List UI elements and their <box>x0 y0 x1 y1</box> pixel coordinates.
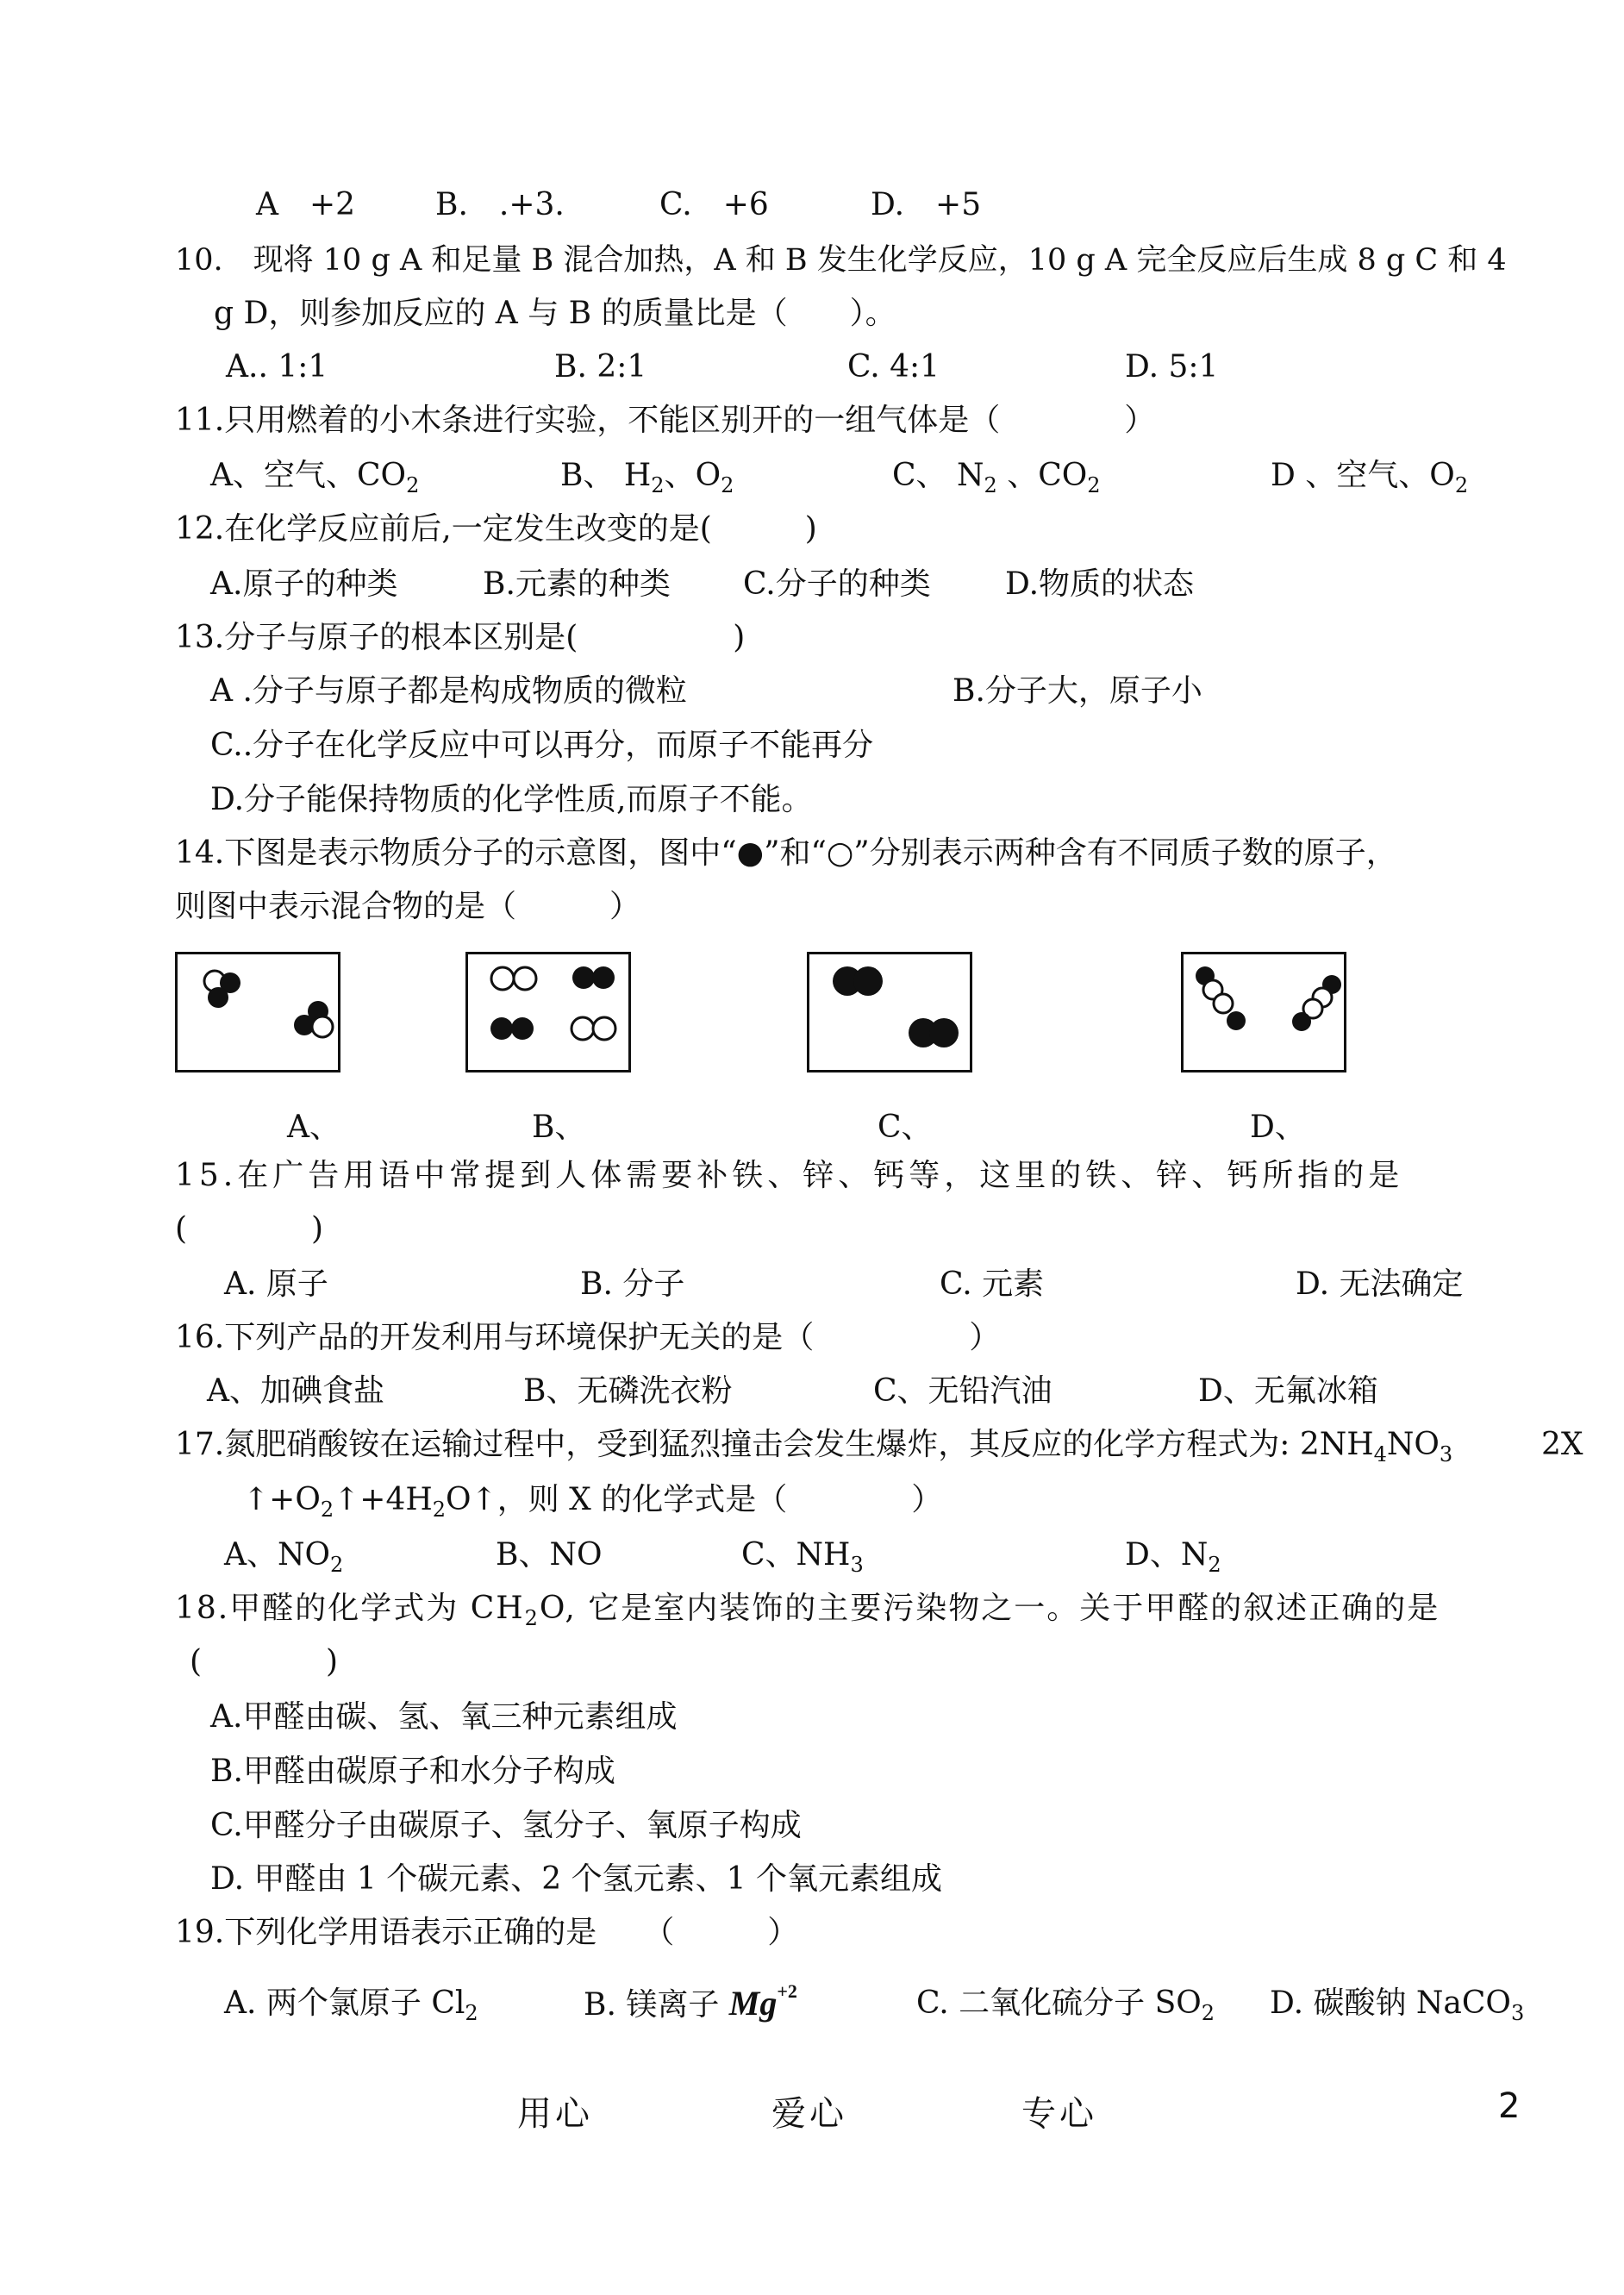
q13-option-b: B.分子大，原子小 <box>953 673 1202 709</box>
q18-line1: 18.甲醛的化学式为 $CH_2O$, 它是室内装饰的主要污染物之一。关于甲醛的叙述正确的是 <box>175 1591 1440 1630</box>
q18-option-d: D. 甲醛由 1 个碳元素、2 个氢元素、1 个氧元素组成 <box>210 1861 942 1897</box>
diagram-box-d <box>1181 952 1346 1072</box>
molecule-diagram-c <box>809 954 970 1070</box>
q13-option-a: A .分子与原子都是构成物质的微粒 <box>210 673 687 709</box>
q9-option-b: B. .+3. <box>435 187 565 222</box>
q17-option-b: B、NO <box>496 1537 603 1573</box>
q15-option-d: D. 无法确定 <box>1296 1266 1464 1302</box>
q15-line2: ( ) <box>175 1211 324 1247</box>
diagram-box-a <box>175 952 340 1072</box>
q15-option-c: C. 元素 <box>940 1266 1045 1302</box>
diagram-label-c: C、 <box>878 1110 933 1145</box>
q13-option-d: D.分子能保持物质的化学性质,而原子不能。 <box>210 782 813 817</box>
q17-product-2x: 2X <box>1541 1427 1583 1462</box>
q18-line2: ( ) <box>190 1644 339 1679</box>
magnesium-ion-symbol: $Mg^{+2}$ <box>728 1980 797 2023</box>
q16-option-b: B、无磷洗衣粉 <box>523 1373 733 1409</box>
q12-option-a: A.原子的种类 <box>210 566 398 602</box>
q16-option-c: C、无铅汽油 <box>873 1373 1052 1409</box>
q15-option-b: B. 分子 <box>580 1266 685 1302</box>
footer-motto-3: 专心 <box>1021 2094 1097 2134</box>
q10-option-d: D. 5:1 <box>1125 349 1219 385</box>
q17-option-c: C、$NH_3$ <box>741 1537 864 1577</box>
q9-option-d: D. +5 <box>871 187 982 222</box>
q19-option-a: A. 两个氯原子 $Cl_2$ <box>224 1985 478 2025</box>
q18-option-a: A.甲醛由碳、氢、氧三种元素组成 <box>210 1699 678 1735</box>
q12-option-b: B.元素的种类 <box>483 566 671 602</box>
q12-stem: 12.在化学反应前后,一定发生改变的是( ) <box>175 511 817 547</box>
q11-option-a: A、空气、$CO_2$ <box>210 458 420 497</box>
q11-option-c: C、 $N_2$ 、$CO_2$ <box>892 458 1101 497</box>
diagram-label-b: B、 <box>532 1110 586 1145</box>
diagram-label-a: A、 <box>287 1110 340 1145</box>
molecule-diagram-a <box>178 954 338 1070</box>
q17-option-a: A、$NO_2$ <box>224 1537 344 1577</box>
diagram-label-d: D、 <box>1250 1110 1306 1145</box>
q17-line2: $↑+O_2↑+4H_2O↑$，则 X 的化学式是（ ） <box>243 1482 943 1522</box>
q17-option-d: D、$N_2$ <box>1125 1537 1221 1577</box>
q16-option-d: D、无氟冰箱 <box>1198 1373 1378 1409</box>
q19-stem: 19.下列化学用语表示正确的是 （ ） <box>175 1915 799 1950</box>
q14-line2: 则图中表示混合物的是（ ） <box>175 889 641 924</box>
diagram-box-c <box>807 952 972 1072</box>
q19-option-b: B. 镁离子 $Mg^{+2}$ <box>584 1980 797 2023</box>
q12-option-c: C.分子的种类 <box>743 566 931 602</box>
q11-stem: 11.只用燃着的小木条进行实验，不能区别开的一组气体是（ ） <box>175 403 1156 438</box>
q18-option-c: C.甲醛分子由碳原子、氢分子、氧原子构成 <box>210 1808 802 1843</box>
q10-option-c: C. 4:1 <box>847 349 940 385</box>
q11-option-d: D 、空气、$O_2$ <box>1271 458 1469 497</box>
q16-option-a: A、加碘食盐 <box>207 1373 384 1409</box>
q19-option-c: C. 二氧化硫分子 $SO_2$ <box>916 1985 1215 2025</box>
q10-line1: 10. 现将 10 g A 和足量 B 混合加热，A 和 B 发生化学反应，10 g A 完全反应后生成 8 g C 和 4 <box>175 243 1507 278</box>
q9-option-c: C. +6 <box>659 187 769 222</box>
q15-line1: 15.在广告用语中常提到人体需要补铁、锌、钙等，这里的铁、锌、钙所指的是 <box>175 1158 1404 1193</box>
q16-stem: 16.下列产品的开发利用与环境保护无关的是（ ） <box>175 1320 1001 1355</box>
q12-option-d: D.物质的状态 <box>1005 566 1195 602</box>
q15-option-a: A. 原子 <box>224 1266 328 1302</box>
page-number: 2 <box>1498 2086 1524 2126</box>
q13-stem: 13.分子与原子的根本区别是( ) <box>175 620 746 655</box>
q10-option-a: A.. 1:1 <box>226 349 328 385</box>
q17-line1: 17.氮肥硝酸铵在运输过程中，受到猛烈撞击会发生爆炸，其反应的化学方程式为: $2NH_4NO_3$ <box>175 1427 1453 1466</box>
footer-motto-2: 爱心 <box>771 2094 847 2134</box>
q13-option-c: C..分子在化学反应中可以再分，而原子不能再分 <box>210 728 874 763</box>
q11-option-b: B、 $H_2$、$O_2$ <box>560 458 734 497</box>
footer-motto-1: 用心 <box>517 2094 593 2134</box>
q14-line1: 14.下图是表示物质分子的示意图，图中“●”和“○”分别表示两种含有不同质子数的原子， <box>175 835 1397 871</box>
q10-option-b: B. 2:1 <box>554 349 647 385</box>
diagram-box-b <box>465 952 631 1072</box>
q18-option-b: B.甲醛由碳原子和水分子构成 <box>210 1754 615 1789</box>
q9-option-a: A +2 <box>256 187 356 222</box>
q19-option-d: D. 碳酸钠 NaCO$_3$ <box>1270 1985 1525 2025</box>
molecule-diagram-d <box>1184 954 1344 1070</box>
molecule-diagram-b <box>468 954 628 1070</box>
q10-line2: g D，则参加反应的 A 与 B 的质量比是（ ）。 <box>214 296 896 331</box>
